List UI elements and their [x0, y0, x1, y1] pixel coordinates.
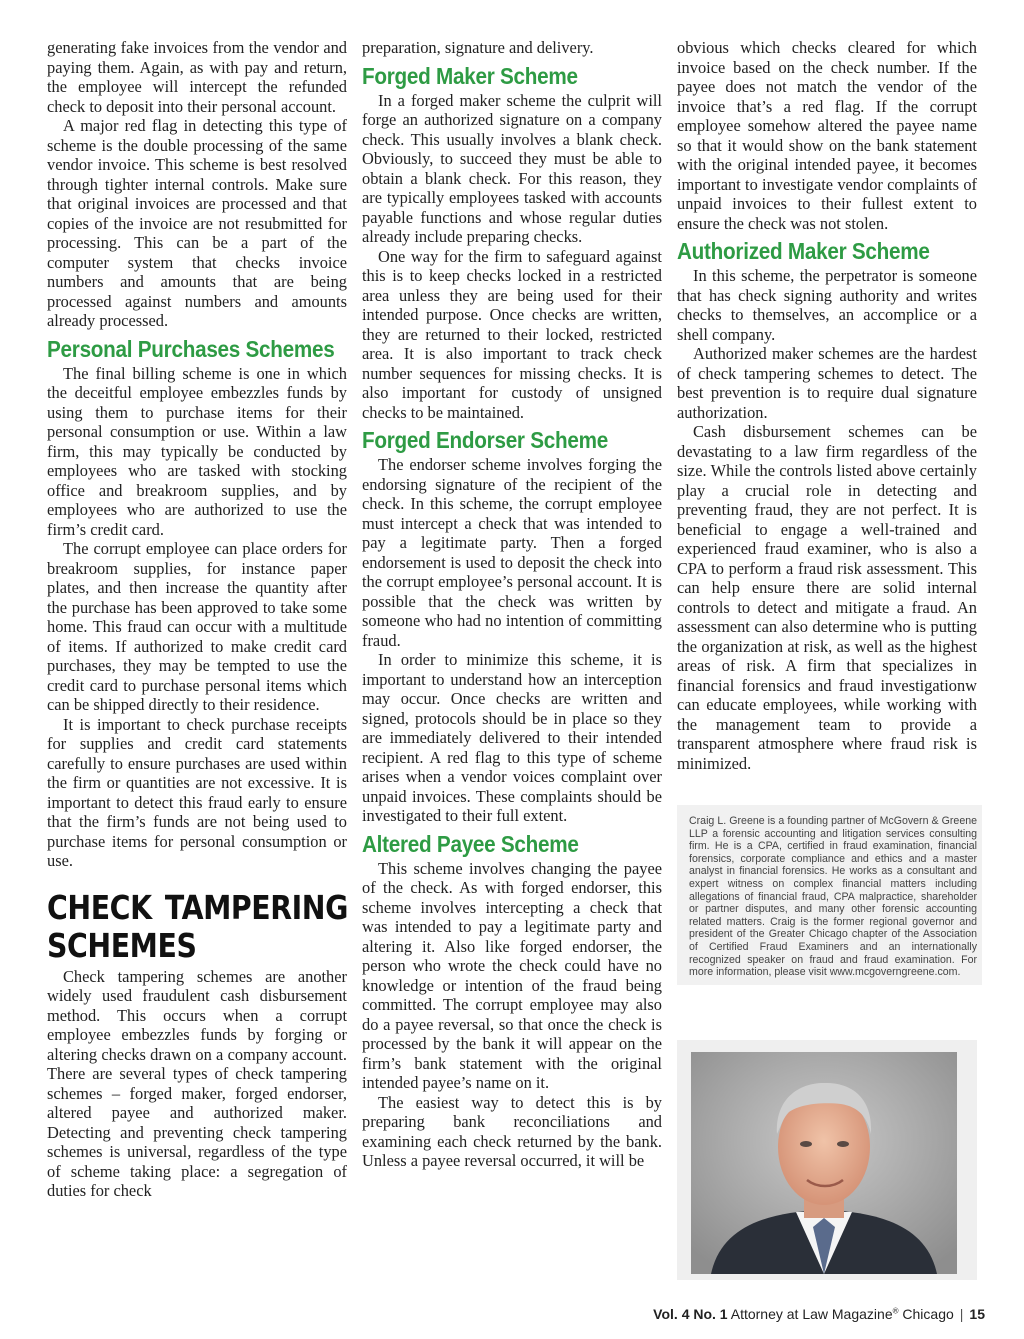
- author-bio: Craig L. Greene is a founding partner of McGovern & Greene LLP a forensic accounting and litigation services consulting firm. He is a CPA, certified in fraud examination, financial forensics, corporate compliance and ethics and a master analyst in financial forensics. He works as a consultant and expert witness on complex financial matters including allegations of financial fraud, CPA malpractice, shareholder or partner disputes, and many other forensic accounting related matters. Craig is the former regional governor and president of the Greater Chicago chapter of the Association of Certified Fraud Examiners and an internationally recognized speaker on fraud and fraud examination. For more information, please visit www.mcgoverngreene.com.: [677, 805, 982, 985]
- paragraph: In a forged maker scheme the culprit will forge an authorized signature on a company check. This usually involves a blank check. Obviously, to succeed they must be able to obtain a blank check. For this reason, they are typically employees tasked with accounts payable functions and whose regular duties already include preparing checks.: [362, 90, 662, 246]
- paragraph: The corrupt employee can place orders for breakroom supplies, for instance paper plates, and then increase the quantity after the purchase has been approved to take some home. This fraud can occur with a multitude of items. If authorized to make credit card purchases, they may be tempted to use the credit card to purchase personal items which can be shipped directly to their residence.: [47, 539, 347, 714]
- paragraph: One way for the firm to safeguard against this is to keep checks locked in a restricted area unless they are being used for their intended purpose. Once checks are written, they are returned to their locked, restricted area. It is also important to track check number sequences for missing checks. It is also important for custody of unsigned checks to be maintained.: [362, 246, 662, 422]
- author-photo-frame: [677, 1040, 977, 1280]
- paragraph: Check tampering schemes are another widely used fraudulent cash disbursement method. This occurs when a corrupt employee embezzles funds by forging or altering checks drawn on a company account. There are several types of check tampering schemes – forged maker, forged endorser, altered payee and authorized maker. Detecting and preventing check tampering schemes is universal, regardless of the type of scheme taking place: a segregation of duties for check: [47, 966, 347, 1200]
- paragraph: The final billing scheme is one in which the deceitful employee embezzles funds by using them to purchase items for their personal consumption or use. Within a law firm, this may typically be conducted by employees who are tasked with stocking office and breakroom supplies, and by employees who are authorized to use the firm’s credit card.: [47, 363, 347, 539]
- paragraph: The easiest way to detect this is by preparing bank reconciliations and examining each check returned by the bank. Unless a payee reversal occurred, it will be: [362, 1092, 662, 1170]
- paragraph: This scheme involves changing the payee of the check. As with forged endorser, this scheme involves intercepting a check that was intended to pay a legitimate party and altering it. Also like forged endorser, the person who wrote the check could have no knowledge or intention of the fraud being committed. The corrupt employee may also do a payee reversal, so that once the check is processed by the bank it will appear on the firm’s bank statement with the original intended payee’s name on it.: [362, 858, 662, 1092]
- article-column-3: [677, 38, 977, 773]
- author-portrait-photo: [691, 1052, 957, 1274]
- section-heading-forged-endorser: Forged Endorser Scheme: [362, 427, 608, 453]
- paragraph: The endorser scheme involves forging the endorsing signature of the recipient of the check. In this scheme, the corrupt employee must intercept a check that was intended to pay a legitimate party. Then a forged endorsement is used to deposit the check into the corrupt employee’s personal account. It is possible that the check was written by someone who had no intention of committing fraud.: [362, 455, 662, 650]
- paragraph: It is important to check purchase receipts for supplies and credit card statements carefully to ensure purchases are used within the firm or quantities are not excessive. It is important to detect this fraud early to ensure that the firm’s funds are not being used to purchase items for personal consumption or use.: [47, 714, 347, 870]
- paragraph: obvious which checks cleared for which invoice based on the check number. If the payee does not match the vendor of the invoice that’s a red flag. If the corrupt employee somehow altered the payee name so that it would show on the bank statement with the original intended payee, it becomes important to investigate vendor complaints of unpaid invoices to their fullest extent to ensure the check was not stolen.: [677, 38, 977, 233]
- section-heading-forged-maker: Forged Maker Scheme: [362, 62, 578, 89]
- footer-volume: Vol. 4 No. 1: [653, 1306, 728, 1322]
- section-heading-authorized-maker: Authorized Maker Scheme: [677, 238, 930, 264]
- section-title-check-tampering: CHECK TAMPERING SCHEMES: [47, 887, 348, 965]
- article-column-1: [47, 38, 347, 1201]
- section-heading-personal-purchases: Personal Purchases Schemes: [47, 335, 335, 362]
- paragraph: Authorized maker schemes are the hardest of check tampering schemes to detect. The best prevention is to require dual signature authorization.: [677, 344, 977, 422]
- section-heading-altered-payee: Altered Payee Scheme: [362, 830, 579, 857]
- page-number: 15: [969, 1306, 985, 1322]
- footer-magazine: Attorney at Law Magazine: [730, 1306, 893, 1322]
- paragraph: generating fake invoices from the vendor and paying them. Again, as with pay and return, the employee will intercept the refunded check to deposit into their personal account.: [47, 38, 347, 116]
- paragraph: A major red flag in detecting this type of scheme is the double processing of the same vendor invoice. This scheme is best resolved through tighter internal controls. Make sure that original invoices are processed and that copies of the invoice are not resubmitted for processing. This can be a part of the computer system that checks invoice numbers and amounts that are being processed against numbers and amounts already processed.: [47, 116, 347, 330]
- paragraph: Cash disbursement schemes can be devastating to a law firm regardless of the size. While the controls listed above certainly play a crucial role in detecting and preventing fraud, they are not perfect. It is beneficial to engage a well-trained and experienced fraud examiner, who is also a CPA to perform a fraud risk assessment. This can help ensure there are solid internal controls to detect and mitigate a fraud. An assessment can also determine who is putting the organization at risk, as well as the highest areas of risk. A firm that specializes in financial forensics and fraud investigationw can educate employees, while working with the management team to provide a transparent atmosphere where fraud risk is minimized.: [677, 422, 977, 773]
- paragraph: In order to minimize this scheme, it is important to understand how an interception may occur. Once checks are written and signed, protocols should be in place so they are immediately delivered to their intended recipient. A red flag to this type of scheme arises when a vendor voices complaint over unpaid invoices. These complaints should be investigated to their full extent.: [362, 650, 662, 825]
- paragraph: preparation, signature and delivery.: [362, 38, 594, 57]
- footer-city: Chicago: [902, 1306, 954, 1322]
- paragraph: In this scheme, the perpetrator is someone that has check signing authority and writes checks to themselves, an accomplice or a shell company.: [677, 266, 977, 344]
- article-column-2: [362, 38, 662, 1171]
- footer-registered-mark: ®: [892, 1306, 899, 1316]
- footer-divider: |: [959, 1306, 964, 1322]
- page-footer: [600, 1306, 985, 1322]
